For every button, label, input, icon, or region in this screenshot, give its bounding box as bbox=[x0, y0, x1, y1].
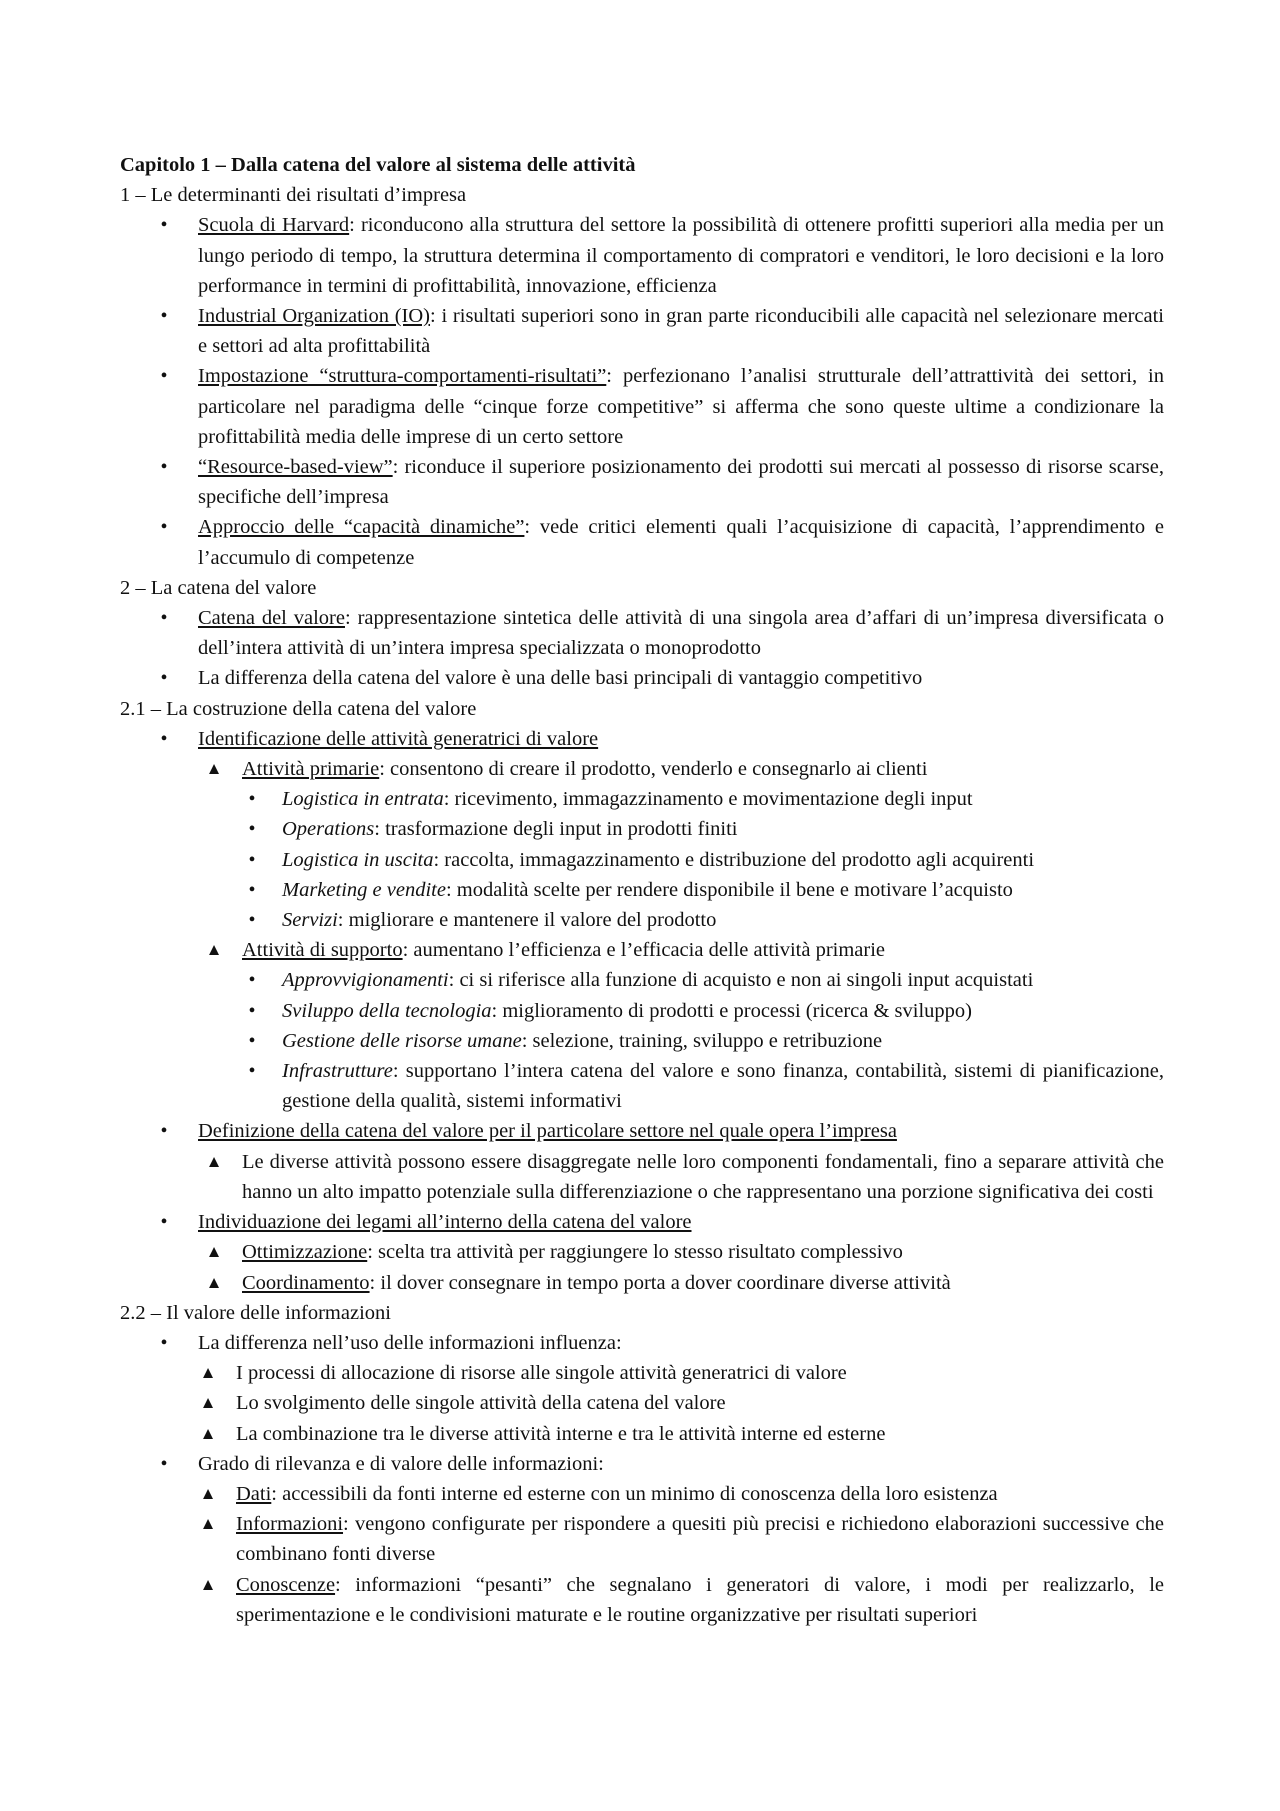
list-item: • Industrial Organization (IO): i risultati superiori sono in gran parte riconducibili alle capacità nel selezionare mercati e settori ad alta profittabilità bbox=[120, 301, 1164, 361]
bullet-icon: • bbox=[248, 969, 256, 992]
document-page bbox=[120, 150, 1164, 1630]
list-item: ▲ Attività di supporto: aumentano l’efficienza e l’efficacia delle attività primarie bbox=[120, 935, 1164, 965]
list-item: ▲ Coordinamento: il dover consegnare in tempo porta a dover coordinare diverse attività bbox=[120, 1268, 1164, 1298]
bullet-icon: • bbox=[160, 365, 168, 388]
section-heading-2-1: 2.1 – La costruzione della catena del valore bbox=[120, 697, 477, 720]
list-item: • Approccio delle “capacità dinamiche”: vede critici elementi quali l’acquisizione di capacità, l’apprendimento e l’accumulo di competenze bbox=[120, 512, 1164, 572]
list-item: • Gestione delle risorse umane: selezione, training, sviluppo e retribuzione bbox=[120, 1026, 1164, 1056]
bullet-icon: • bbox=[160, 1331, 168, 1354]
triangle-bullet-icon: ▲ bbox=[205, 759, 223, 779]
bullet-icon: • bbox=[160, 1452, 168, 1475]
triangle-bullet-icon: ▲ bbox=[205, 1151, 223, 1171]
bullet-icon: • bbox=[160, 214, 168, 237]
bullet-icon: • bbox=[248, 1060, 256, 1083]
list-item: • Sviluppo della tecnologia: miglioramento di prodotti e processi (ricerca & sviluppo) bbox=[120, 996, 1164, 1026]
section-heading-1: 1 – Le determinanti dei risultati d’impresa bbox=[120, 184, 467, 207]
list-item: ▲ I processi di allocazione di risorse alle singole attività generatrici di valore bbox=[120, 1358, 1164, 1388]
bullet-icon: • bbox=[160, 727, 168, 750]
bullet-icon: • bbox=[160, 516, 168, 539]
list-item: • La differenza nell’uso delle informazioni influenza: bbox=[120, 1328, 1164, 1358]
bullet-icon: • bbox=[160, 1211, 168, 1234]
list-item: ▲ Attività primarie: consentono di creare il prodotto, venderlo e consegnarlo ai clienti bbox=[120, 754, 1164, 784]
list-item: • Infrastrutture: supportano l’intera catena del valore e sono finanza, contabilità, sistemi di pianificazione, gestione della qualità, sistemi informativi bbox=[120, 1056, 1164, 1116]
triangle-bullet-icon: ▲ bbox=[199, 1574, 217, 1594]
bullet-icon: • bbox=[248, 1029, 256, 1052]
list-item: • Definizione della catena del valore per il particolare settore nel quale opera l’impresa bbox=[120, 1116, 1164, 1146]
bullet-icon: • bbox=[160, 456, 168, 479]
triangle-bullet-icon: ▲ bbox=[199, 1514, 217, 1534]
list-item: • Logistica in entrata: ricevimento, immagazzinamento e movimentazione degli input bbox=[120, 784, 1164, 814]
list-item: • Operations: trasformazione degli input in prodotti finiti bbox=[120, 814, 1164, 844]
list-item: • La differenza della catena del valore è una delle basi principali di vantaggio competitivo bbox=[120, 663, 1164, 693]
list-item: ▲ Dati: accessibili da fonti interne ed esterne con un minimo di conoscenza della loro esistenza bbox=[120, 1479, 1164, 1509]
section-heading-2-2: 2.2 – Il valore delle informazioni bbox=[120, 1301, 391, 1324]
list-item: ▲ Le diverse attività possono essere disaggregate nelle loro componenti fondamentali, fino a separare attività che hanno un alto impatto potenziale sulla differenziazione o che rappresentano una porzione significativa dei costi bbox=[120, 1147, 1164, 1207]
bullet-icon: • bbox=[160, 607, 168, 630]
triangle-bullet-icon: ▲ bbox=[199, 1393, 217, 1413]
triangle-bullet-icon: ▲ bbox=[205, 1272, 223, 1292]
triangle-bullet-icon: ▲ bbox=[205, 940, 223, 960]
list-item: • Catena del valore: rappresentazione sintetica delle attività di una singola area d’affari di un’impresa diversificata o dell’intera attività di un’intera impresa specializzata o monoprodotto bbox=[120, 603, 1164, 663]
bullet-icon: • bbox=[248, 878, 256, 901]
list-item: • Marketing e vendite: modalità scelte per rendere disponibile il bene e motivare l’acquisto bbox=[120, 875, 1164, 905]
list-item: ▲ Informazioni: vengono configurate per rispondere a quesiti più precisi e richiedono elaborazioni successive che combinano fonti diverse bbox=[120, 1509, 1164, 1569]
bullet-icon: • bbox=[160, 1120, 168, 1143]
list-item: • “Resource-based-view”: riconduce il superiore posizionamento dei prodotti sui mercati al possesso di risorse scarse, specifiche dell’impresa bbox=[120, 452, 1164, 512]
list-item: • Logistica in uscita: raccolta, immagazzinamento e distribuzione del prodotto agli acquirenti bbox=[120, 845, 1164, 875]
list-item: • Identificazione delle attività generatrici di valore bbox=[120, 724, 1164, 754]
triangle-bullet-icon: ▲ bbox=[199, 1483, 217, 1503]
list-item: ▲ Lo svolgimento delle singole attività della catena del valore bbox=[120, 1388, 1164, 1418]
list-item: • Servizi: migliorare e mantenere il valore del prodotto bbox=[120, 905, 1164, 935]
bullet-icon: • bbox=[248, 818, 256, 841]
list-item: • Impostazione “struttura-comportamenti-risultati”: perfezionano l’analisi strutturale dell’attrattività dei settori, in particolare nel paradigma delle “cinque forze competitive” si afferma che sono queste ultime a condizionare la profittabilità media delle imprese di un certo settore bbox=[120, 361, 1164, 452]
list-item: • Grado di rilevanza e di valore delle informazioni: bbox=[120, 1449, 1164, 1479]
list-item: ▲ Ottimizzazione: scelta tra attività per raggiungere lo stesso risultato complessivo bbox=[120, 1237, 1164, 1267]
bullet-icon: • bbox=[248, 788, 256, 811]
triangle-bullet-icon: ▲ bbox=[199, 1423, 217, 1443]
list-item: ▲ La combinazione tra le diverse attività interne e tra le attività interne ed esterne bbox=[120, 1419, 1164, 1449]
list-item: • Scuola di Harvard: riconducono alla struttura del settore la possibilità di ottenere profitti superiori alla media per un lungo periodo di tempo, la struttura determina il comportamento di compratori e venditori, le loro decisioni e la loro performance in termini di profittabilità, innovazione, efficienza bbox=[120, 210, 1164, 301]
list-item: ▲ Conoscenze: informazioni “pesanti” che segnalano i generatori di valore, i modi per realizzarlo, le sperimentazione e le condivisioni maturate e le routine organizzative per risultati superiori bbox=[120, 1570, 1164, 1630]
bullet-icon: • bbox=[248, 909, 256, 932]
bullet-icon: • bbox=[248, 848, 256, 871]
chapter-title: Capitolo 1 – Dalla catena del valore al sistema delle attività bbox=[120, 154, 636, 176]
triangle-bullet-icon: ▲ bbox=[199, 1363, 217, 1383]
bullet-icon: • bbox=[248, 999, 256, 1022]
list-item: • Individuazione dei legami all’interno della catena del valore bbox=[120, 1207, 1164, 1237]
triangle-bullet-icon: ▲ bbox=[205, 1242, 223, 1262]
list-item: • Approvvigionamenti: ci si riferisce alla funzione di acquisto e non ai singoli input acquistati bbox=[120, 965, 1164, 995]
section-heading-2: 2 – La catena del valore bbox=[120, 576, 317, 599]
bullet-icon: • bbox=[160, 667, 168, 690]
bullet-icon: • bbox=[160, 305, 168, 327]
